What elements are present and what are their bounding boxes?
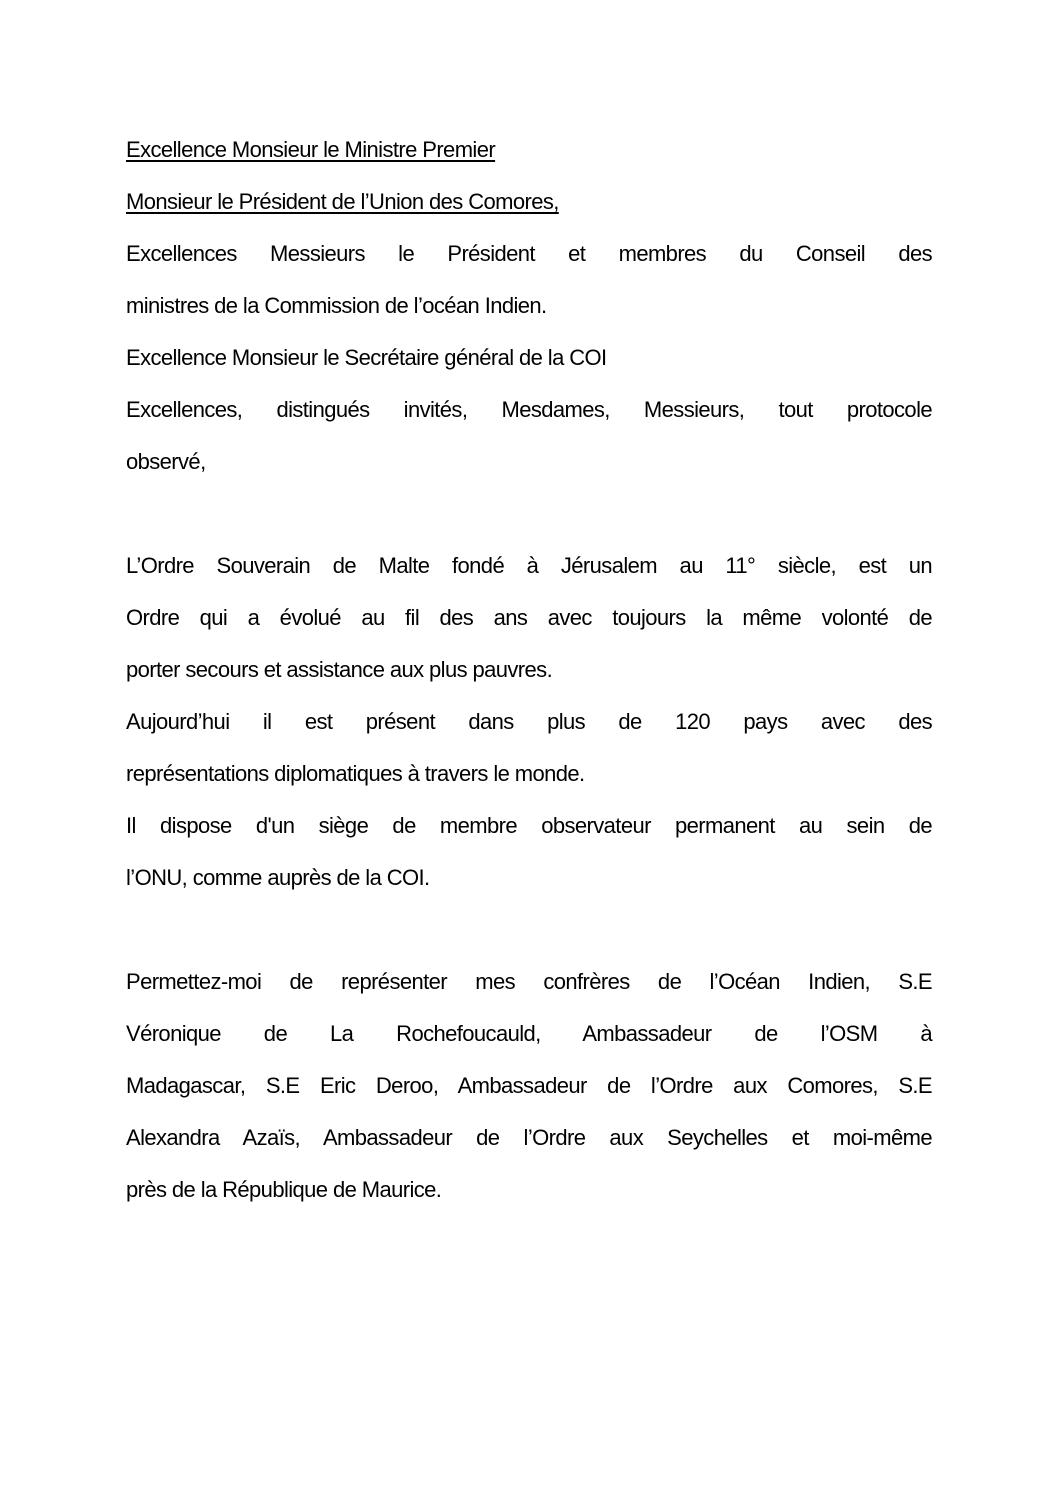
text-line: Véronique de La Rochefoucauld, Ambassadeur de l’OSM à — [126, 1021, 932, 1046]
paragraph-order-observer — [126, 800, 932, 904]
text-line: porter secours et assistance aux plus pauvres. — [126, 657, 553, 682]
text-line: observé, — [126, 449, 206, 474]
paragraph-order-history — [126, 540, 932, 696]
paragraph-order-presence — [126, 696, 932, 800]
salutation-minister — [126, 124, 932, 176]
text-line: représentations diplomatiques à travers le monde. — [126, 761, 585, 786]
text-line: ministres de la Commission de l’océan Indien. — [126, 293, 547, 318]
text-line: Permettez-moi de représenter mes confrères de l’Océan Indien, S.E — [126, 969, 932, 994]
text-line: Excellence Monsieur le Ministre Premier — [126, 137, 496, 162]
text-line: Excellences Messieurs le Président et membres du Conseil des — [126, 241, 932, 266]
salutation-secretary — [126, 332, 932, 384]
document-body — [126, 124, 932, 1216]
text-line: Ordre qui a évolué au fil des ans avec toujours la même volonté de — [126, 605, 932, 630]
blank-line — [126, 904, 932, 956]
text-line: près de la République de Maurice. — [126, 1177, 442, 1202]
salutation-president — [126, 176, 932, 228]
text-line: Excellence Monsieur le Secrétaire général de la COI — [126, 345, 607, 370]
salutation-guests — [126, 384, 932, 488]
paragraph-ambassadors — [126, 956, 932, 1216]
text-line: Il dispose d'un siège de membre observateur permanent au sein de — [126, 813, 932, 838]
text-line: Madagascar, S.E Eric Deroo, Ambassadeur de l’Ordre aux Comores, S.E — [126, 1073, 932, 1098]
salutation-council — [126, 228, 932, 332]
text-line: Monsieur le Président de l’Union des Comores, — [126, 189, 559, 214]
blank-line — [126, 488, 932, 540]
text-line: l’ONU, comme auprès de la COI. — [126, 865, 430, 890]
text-line: L’Ordre Souverain de Malte fondé à Jérusalem au 11° siècle, est un — [126, 553, 932, 578]
text-line: Aujourd’hui il est présent dans plus de 120 pays avec des — [126, 709, 932, 734]
text-line: Excellences, distingués invités, Mesdames, Messieurs, tout protocole — [126, 397, 932, 422]
text-line: Alexandra Azaïs, Ambassadeur de l’Ordre aux Seychelles et moi-même — [126, 1125, 932, 1150]
